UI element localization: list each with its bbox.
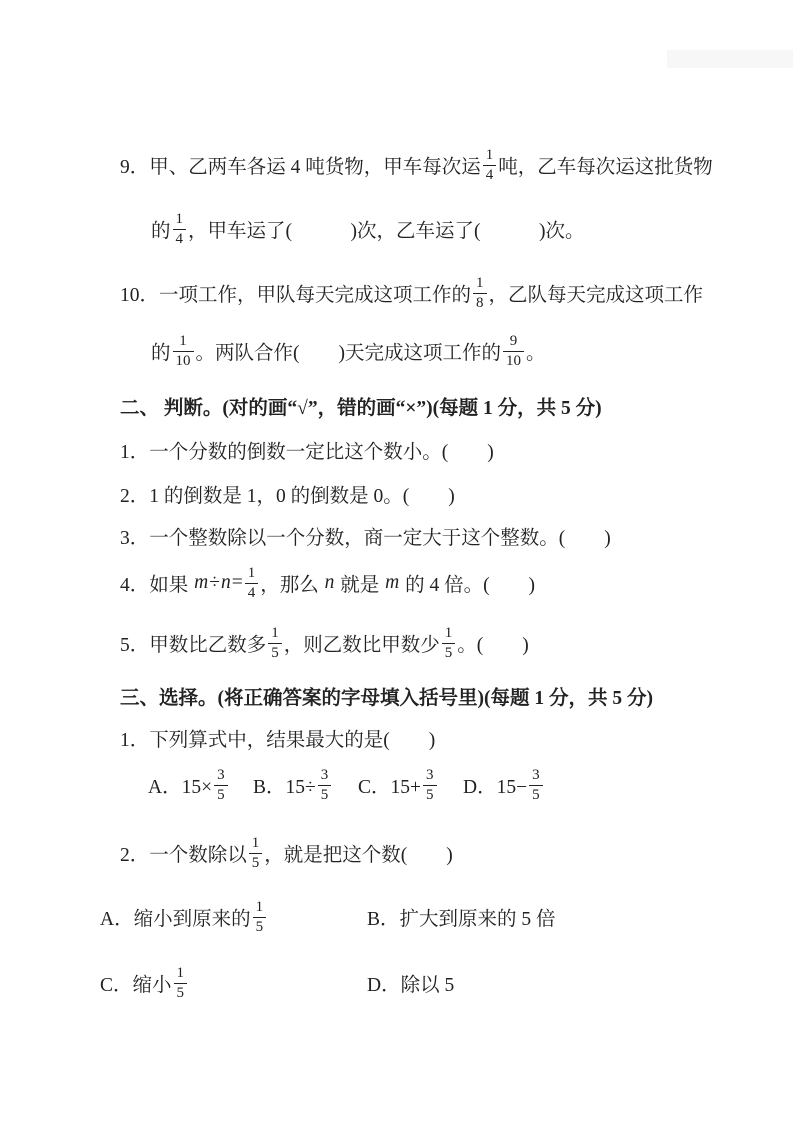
text-segment: ，就是把这个数( ): [264, 845, 453, 866]
choice-question-2-options-row-1: [100, 890, 700, 944]
fraction-denominator: 8: [473, 293, 487, 311]
fraction: [473, 276, 487, 311]
worksheet-content: [100, 138, 713, 1010]
text-segment: A．15×: [148, 777, 213, 798]
fill-question-10-line-2: [151, 324, 700, 378]
fraction: [268, 626, 282, 661]
fill-question-9-line-2: [151, 202, 700, 256]
text-segment: 吨，乙车每次运这批货物: [498, 157, 713, 178]
text-segment: D．除以 5: [367, 975, 455, 996]
fraction-denominator: 10: [503, 351, 524, 369]
fraction-denominator: 5: [318, 785, 332, 803]
fraction: [442, 626, 456, 661]
choice-question-1-stem: [120, 724, 700, 752]
fraction: [173, 212, 187, 247]
fraction: [483, 148, 497, 183]
judge-item-1: [120, 436, 700, 464]
choice-section-header: 三、选择。(将正确答案的字母填入括号里)(每题 1 分，共 5 分): [120, 688, 653, 709]
fraction: [214, 768, 228, 803]
fraction-denominator: 5: [214, 785, 228, 803]
text-segment: 。( ): [457, 635, 529, 656]
fraction: [253, 900, 267, 935]
math-variable: m: [385, 572, 400, 593]
choice-q1-option-c: [358, 768, 463, 803]
text-segment: 2．一个数除以: [120, 845, 247, 866]
fraction-denominator: 4: [173, 229, 187, 247]
text-segment: C．15+: [358, 777, 422, 798]
text-segment: 10．一项工作，甲队每天完成这项工作的: [120, 285, 472, 306]
text-segment: B．15÷: [253, 777, 316, 798]
fraction-denominator: 4: [483, 165, 497, 183]
choice-question-2-options-row-2: [100, 956, 700, 1010]
math-variable: n: [220, 572, 231, 593]
fraction-numerator: 3: [320, 766, 329, 783]
fraction: [423, 768, 437, 803]
choice-question-2-stem: [120, 826, 700, 880]
fraction-numerator: 3: [217, 766, 225, 783]
text-segment: D．15−: [463, 777, 528, 798]
fraction-numerator: 1: [251, 834, 260, 851]
fraction: [173, 334, 194, 369]
fraction: [174, 966, 188, 1001]
scan-artifact-bar: [667, 50, 793, 68]
text-segment: A．缩小到原来的: [100, 909, 251, 930]
fraction-numerator: 1: [176, 964, 185, 981]
text-segment: ，那么: [260, 575, 324, 596]
judge-section-header: 二、 判断。(对的画“√”，错的画“×”)(每题 1 分，共 5 分): [120, 398, 602, 419]
text-segment: 4．如果: [120, 575, 194, 596]
text-segment: =: [231, 572, 243, 593]
math-variable: n: [324, 572, 335, 593]
choice-q2-option-b: [367, 890, 700, 944]
judge-item-3: [120, 522, 700, 550]
fraction-numerator: 1: [255, 898, 264, 915]
choice-q2-option-a: [100, 890, 367, 944]
text-segment: 5．甲数比乙数多: [120, 635, 267, 656]
fraction-numerator: 1: [444, 624, 453, 641]
text-segment: 3．一个整数除以一个分数，商一定大于这个整数。( ): [120, 528, 611, 549]
choice-q1-option-d: [463, 768, 545, 803]
fraction-denominator: 5: [423, 785, 437, 803]
fraction-numerator: 1: [485, 146, 494, 163]
text-segment: 1．下列算式中，结果最大的是( ): [120, 730, 436, 751]
fraction-numerator: 1: [476, 274, 484, 291]
judge-item-2: [120, 480, 700, 508]
choice-question-1-options: [148, 758, 700, 812]
fraction: [245, 566, 259, 601]
text-segment: 的: [151, 343, 171, 364]
fraction-denominator: 5: [442, 643, 456, 661]
text-segment: 。: [526, 343, 546, 364]
text-segment: ，甲车运了( )次，乙车运了( )次。: [188, 221, 585, 242]
text-segment: 2．1 的倒数是 1，0 的倒数是 0。( ): [120, 486, 455, 507]
choice-q2-option-c: [100, 956, 367, 1010]
choice-q2-option-d: [367, 956, 700, 1010]
fraction-denominator: 5: [174, 983, 188, 1001]
fraction: [503, 334, 524, 369]
judge-item-4: [120, 556, 700, 610]
judge-item-5: [120, 616, 700, 670]
fraction-numerator: 1: [175, 210, 184, 227]
choice-q1-option-b: [253, 768, 358, 803]
fraction: [249, 836, 263, 871]
text-segment: 的: [151, 221, 171, 242]
text-segment: 9．甲、乙两车各运 4 吨货物，甲车每次运: [120, 157, 481, 178]
text-segment: 1．一个分数的倒数一定比这个数小。( ): [120, 442, 494, 463]
text-segment: ÷: [209, 572, 220, 593]
fraction-numerator: 3: [532, 766, 540, 783]
fraction-denominator: 5: [253, 917, 267, 935]
text-segment: B．扩大到原来的 5 倍: [367, 909, 556, 930]
text-segment: ，乙队每天完成这项工作: [488, 285, 704, 306]
choice-q1-option-a: [148, 768, 253, 803]
fraction-numerator: 3: [426, 766, 434, 783]
text-segment: 就是: [335, 575, 385, 596]
fraction-numerator: 1: [179, 332, 187, 349]
fraction-denominator: 5: [249, 853, 263, 871]
fraction-denominator: 4: [245, 583, 259, 601]
math-variable: m: [194, 572, 209, 593]
fraction: [529, 768, 543, 803]
fill-question-10-line-1: [120, 266, 704, 320]
fraction-denominator: 5: [268, 643, 282, 661]
text-segment: 的 4 倍。( ): [400, 575, 536, 596]
text-segment: ，则乙数比甲数少: [283, 635, 440, 656]
text-segment: C．缩小: [100, 975, 172, 996]
fraction-numerator: 9: [509, 332, 518, 349]
fraction-numerator: 1: [271, 624, 279, 641]
fraction-numerator: 1: [247, 564, 256, 581]
fraction: [318, 768, 332, 803]
text-segment: 。两队合作( )天完成这项工作的: [195, 343, 502, 364]
fraction-denominator: 10: [173, 351, 194, 369]
fraction-denominator: 5: [529, 785, 543, 803]
fill-question-9-line-1: [120, 138, 713, 192]
